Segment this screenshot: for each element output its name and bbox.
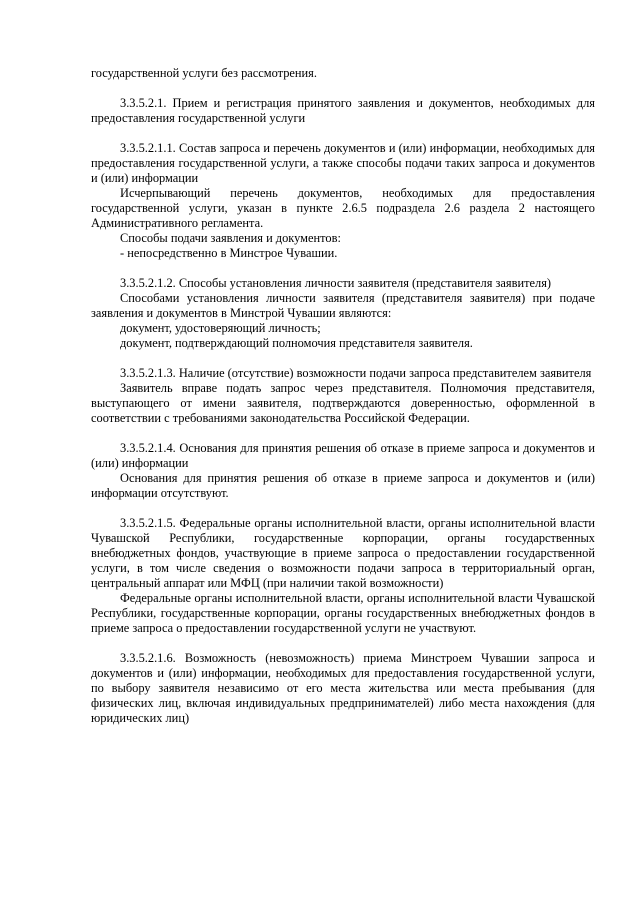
- document-body: [91, 66, 595, 726]
- paragraph-continuation: государственной услуги без рассмотрения.: [91, 66, 317, 80]
- paragraph: Основания для принятия решения об отказе в приеме запроса и документов и (или) информации отсутствуют.: [91, 471, 595, 500]
- paragraph: Федеральные органы исполнительной власти, органы исполнительной власти Чувашской Республики, государственные корпорации, органы государственных внебюджетных фондов в приеме запроса о предоставлении государственной услуги не участвуют.: [91, 591, 595, 635]
- paragraph: Заявитель вправе подать запрос через представителя. Полномочия представителя, выступающего от имени заявителя, подтверждаются доверенностью, оформленной в соответствии с требованиями законодательства Российской Федерации.: [91, 381, 595, 425]
- section-heading-3-3-5-2-1-3: 3.3.5.2.1.3. Наличие (отсутствие) возможности подачи запроса представителем заявителя: [120, 366, 592, 380]
- list-item: документ, удостоверяющий личность;: [120, 321, 321, 335]
- section-heading-3-3-5-2-1-5: 3.3.5.2.1.5. Федеральные органы исполнительной власти, органы исполнительной власти Чувашской Республики, государственные корпорации, органы государственных внебюджетных фондов, участвующие в приеме запроса о предоставлении государственной услуги, в том числе сведения о возможности подачи запроса в территориальный орган, центральный аппарат или МФЦ (при наличии такой возможности): [91, 516, 595, 590]
- paragraph: Способы подачи заявления и документов:: [120, 231, 341, 245]
- section-heading-3-3-5-2-1: 3.3.5.2.1. Прием и регистрация принятого заявления и документов, необходимых для предоставления государственной услуги: [91, 96, 595, 125]
- paragraph: Способами установления личности заявителя (представителя заявителя) при подаче заявления и документов в Минстрой Чувашии являются:: [91, 291, 595, 320]
- section-heading-3-3-5-2-1-4: 3.3.5.2.1.4. Основания для принятия решения об отказе в приеме запроса и документов и (или) информации: [91, 441, 595, 470]
- list-item: - непосредственно в Минстрое Чувашии.: [120, 246, 338, 260]
- section-heading-3-3-5-2-1-1: 3.3.5.2.1.1. Состав запроса и перечень документов и (или) информации, необходимых для предоставления государственной услуги, а также способы подачи таких запроса и документов и (или) информации: [91, 141, 595, 185]
- list-item: документ, подтверждающий полномочия представителя заявителя.: [120, 336, 473, 350]
- section-heading-3-3-5-2-1-6: 3.3.5.2.1.6. Возможность (невозможность) приема Минстроем Чувашии запроса и документов и (или) информации, необходимых для предоставления государственной услуги, по выбору заявителя независимо от его места жительства или места пребывания (для физических лиц, включая индивидуальных предпринимателей) либо места нахождения (для юридических лиц): [91, 651, 595, 725]
- paragraph: Исчерпывающий перечень документов, необходимых для предоставления государственной услуги, указан в пункте 2.6.5 подраздела 2.6 раздела 2 настоящего Административного регламента.: [91, 186, 595, 230]
- section-heading-3-3-5-2-1-2: 3.3.5.2.1.2. Способы установления личности заявителя (представителя заявителя): [120, 276, 552, 290]
